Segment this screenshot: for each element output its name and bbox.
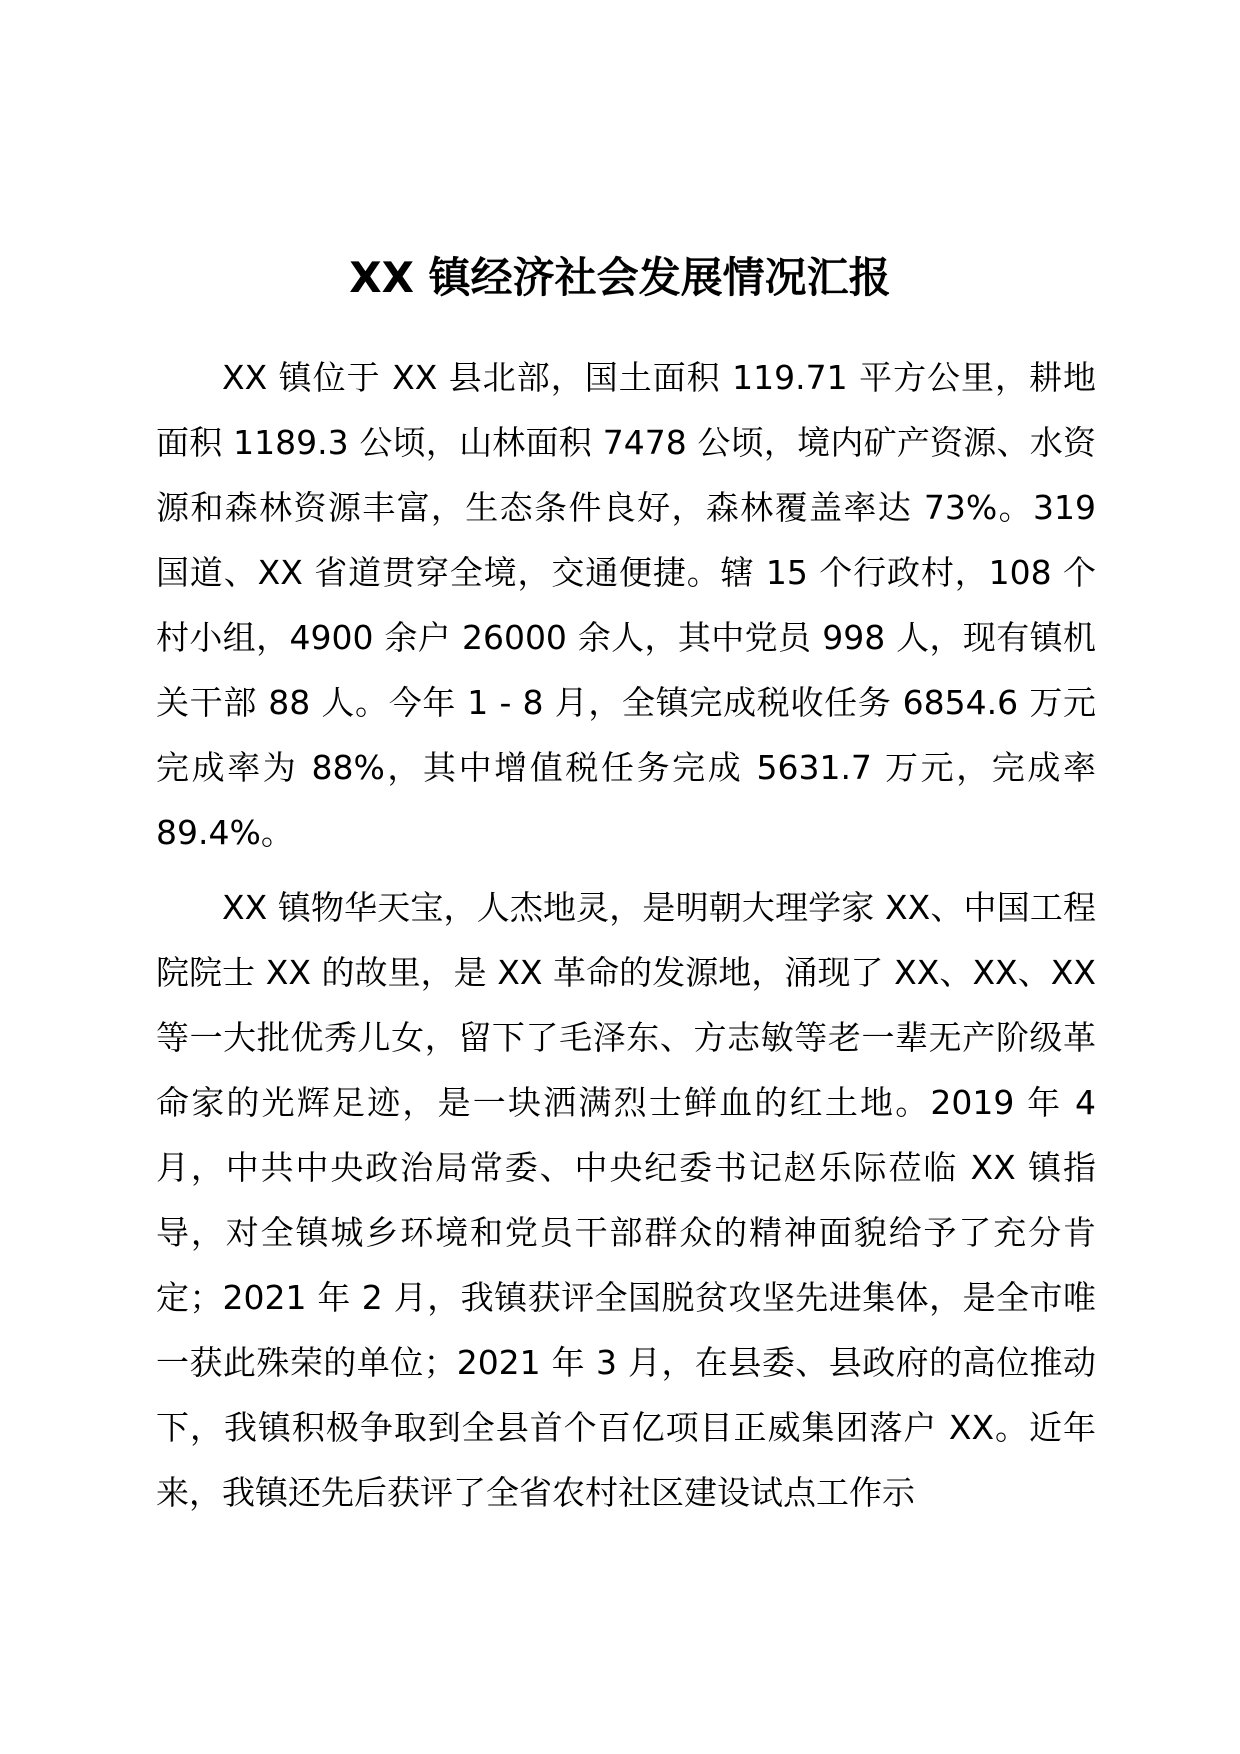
paragraph-history: XX 镇物华天宝，人杰地灵，是明朝大理学家 XX、中国工程院院士 XX 的故里，是 XX 革命的发源地，涌现了 XX、XX、XX 等一大批优秀儿女，留下了毛泽东、方志敏等老一辈无产阶级革命家的光辉足迹，是一块洒满烈士鲜血的红土地。2019 年 4 月，中共中央政治局常委、中央纪委书记赵乐际莅临 XX 镇指导，对全镇城乡环境和党员干部群众的精神面貌给予了充分肯定；2021 年 2 月，我镇获评全国脱贫攻坚先进集体，是全市唯一获此殊荣的单位；2021 年 3 月，在县委、县政府的高位推动下，我镇积极争取到全县首个百亿项目正威集团落户 XX。近年来，我镇还先后获评了全省农村社区建设试点工作示 bbox=[156, 888, 1096, 1512]
document-body bbox=[156, 345, 1096, 1525]
paragraph-overview: XX 镇位于 XX 县北部，国土面积 119.71 平方公里，耕地面积 1189.3 公顷，山林面积 7478 公顷，境内矿产资源、水资源和森林资源丰富，生态条件良好，森林覆盖率达 73%。319 国道、XX 省道贯穿全境，交通便捷。辖 15 个行政村，108 个村小组，4900 余户 26000 余人，其中党员 998 人，现有镇机关干部 88 人。今年 1 - 8 月，全镇完成税收任务 6854.6 万元完成率为 88%，其中增值税任务完成 5631.7 万元，完成率 89.4%。 bbox=[156, 358, 1096, 852]
document-title: XX 镇经济社会发展情况汇报 bbox=[349, 253, 891, 302]
